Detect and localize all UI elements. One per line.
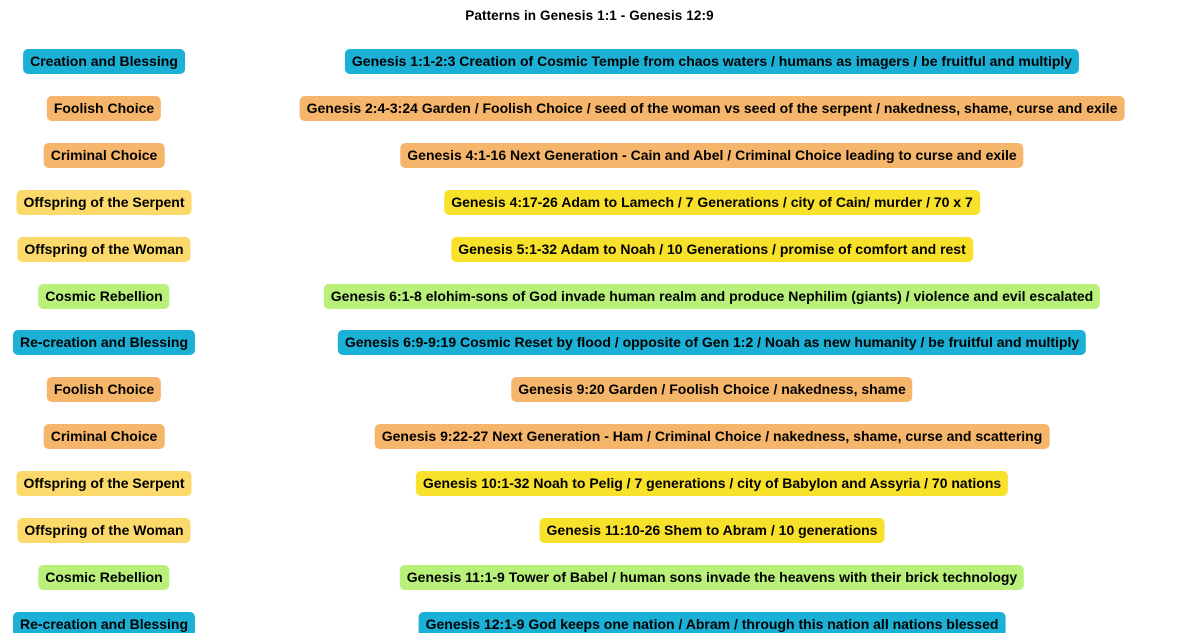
pattern-row bbox=[0, 424, 1179, 449]
diagram-title: Patterns in Genesis 1:1 - Genesis 12:9 bbox=[465, 8, 714, 23]
passage-description: Genesis 12:1-9 God keeps one nation / Abram / through this nation all nations blessed bbox=[419, 612, 1006, 633]
pattern-label: Cosmic Rebellion bbox=[38, 284, 169, 309]
pattern-label: Re-creation and Blessing bbox=[13, 612, 195, 633]
passage-description: Genesis 9:22-27 Next Generation - Ham / Criminal Choice / nakedness, shame, curse and scattering bbox=[375, 424, 1050, 449]
pattern-row bbox=[0, 284, 1179, 309]
pattern-row bbox=[0, 237, 1179, 262]
passage-description: Genesis 6:1-8 elohim-sons of God invade human realm and produce Nephilim (giants) / violence and evil escalated bbox=[324, 284, 1100, 309]
passage-description: Genesis 11:1-9 Tower of Babel / human sons invade the heavens with their brick technology bbox=[400, 565, 1024, 590]
passage-description: Genesis 4:1-16 Next Generation - Cain and Abel / Criminal Choice leading to curse and exile bbox=[400, 143, 1023, 168]
passage-description: Genesis 2:4-3:24 Garden / Foolish Choice / seed of the woman vs seed of the serpent / nakedness, shame, curse and exile bbox=[300, 96, 1125, 121]
passage-description: Genesis 6:9-9:19 Cosmic Reset by flood / opposite of Gen 1:2 / Noah as new humanity / be fruitful and multiply bbox=[338, 330, 1086, 355]
pattern-row bbox=[0, 330, 1179, 355]
pattern-row bbox=[0, 96, 1179, 121]
pattern-row bbox=[0, 49, 1179, 74]
pattern-row bbox=[0, 377, 1179, 402]
pattern-label: Offspring of the Serpent bbox=[17, 471, 192, 496]
pattern-label: Cosmic Rebellion bbox=[38, 565, 169, 590]
pattern-row bbox=[0, 190, 1179, 215]
passage-description: Genesis 10:1-32 Noah to Pelig / 7 generations / city of Babylon and Assyria / 70 nations bbox=[416, 471, 1008, 496]
pattern-label: Foolish Choice bbox=[47, 96, 161, 121]
passage-description: Genesis 1:1-2:3 Creation of Cosmic Temple from chaos waters / humans as imagers / be fruitful and multiply bbox=[345, 49, 1079, 74]
pattern-label: Criminal Choice bbox=[44, 424, 165, 449]
pattern-row bbox=[0, 143, 1179, 168]
pattern-row bbox=[0, 518, 1179, 543]
pattern-row bbox=[0, 565, 1179, 590]
pattern-label: Criminal Choice bbox=[44, 143, 165, 168]
pattern-row bbox=[0, 471, 1179, 496]
pattern-label: Offspring of the Woman bbox=[17, 237, 190, 262]
pattern-label: Creation and Blessing bbox=[23, 49, 185, 74]
pattern-label: Foolish Choice bbox=[47, 377, 161, 402]
pattern-label: Offspring of the Woman bbox=[17, 518, 190, 543]
passage-description: Genesis 5:1-32 Adam to Noah / 10 Generations / promise of comfort and rest bbox=[451, 237, 973, 262]
passage-description: Genesis 11:10-26 Shem to Abram / 10 generations bbox=[540, 518, 885, 543]
pattern-label: Re-creation and Blessing bbox=[13, 330, 195, 355]
passage-description: Genesis 4:17-26 Adam to Lamech / 7 Generations / city of Cain/ murder / 70 x 7 bbox=[444, 190, 980, 215]
passage-description: Genesis 9:20 Garden / Foolish Choice / nakedness, shame bbox=[511, 377, 912, 402]
pattern-row bbox=[0, 612, 1179, 633]
pattern-label: Offspring of the Serpent bbox=[17, 190, 192, 215]
